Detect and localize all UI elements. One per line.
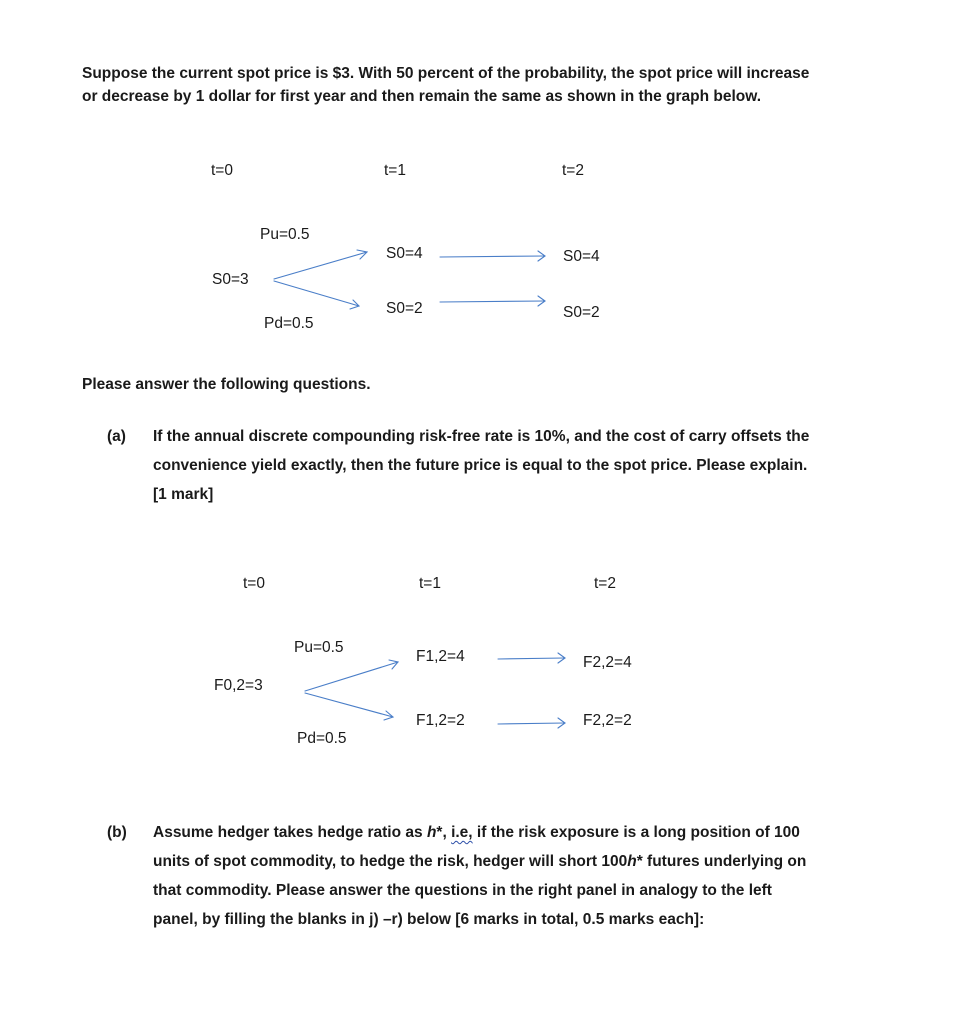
tree2-pd-label: Pd=0.5 [297, 730, 347, 747]
question-b-line-2-part-a: units of spot commodity, to hedge the risk, hedger will short 100 [153, 853, 628, 870]
tree1-root-node: S0=3 [212, 271, 249, 288]
tree2-pu-label: Pu=0.5 [294, 639, 344, 656]
tree2-down-flat-arrow [498, 718, 565, 728]
tree1-pu-label: Pu=0.5 [260, 226, 310, 243]
question-b-line-3: that commodity. Please answer the questions in the right panel in analogy to the left [153, 882, 772, 899]
hedge-ratio-symbol: h [426, 824, 437, 841]
tree2-t1-label: t=1 [419, 575, 441, 592]
question-b-line-1-part-b: *, [436, 824, 452, 841]
tree1-up-flat-arrow [440, 251, 545, 261]
tree1-up-node-t2: S0=4 [563, 248, 600, 265]
tree2-up-branch-arrow [305, 660, 398, 691]
spellcheck-flagged-word: i.e, [451, 824, 473, 841]
question-a-line-2: convenience yield exactly, then the future price is equal to the spot price. Please explain. [153, 457, 808, 474]
question-b-line-1 [153, 818, 853, 847]
question-b [107, 818, 907, 938]
question-b-line-2 [153, 847, 853, 876]
tree2-up-flat-arrow [498, 653, 565, 663]
tree1-down-node-t1: S0=2 [386, 300, 423, 317]
question-a-marker: (a) [107, 428, 126, 445]
tree1-t2-label: t=2 [562, 162, 584, 179]
question-b-line-2-part-b: * futures underlying on [636, 853, 807, 870]
question-b-marker: (b) [107, 824, 127, 841]
question-b-line-1-part-c: if the risk exposure is a long position of 100 [472, 824, 800, 841]
question-b-line-4: panel, by filling the blanks in j) –r) below [6 marks in total, 0.5 marks each]: [153, 911, 705, 928]
tree1-down-node-t2: S0=2 [563, 304, 600, 321]
tree2-t2-label: t=2 [594, 575, 616, 592]
question-a-line-1: If the annual discrete compounding risk-free rate is 10%, and the cost of carry offsets the [153, 428, 810, 445]
tree1-down-branch-arrow [274, 281, 359, 309]
tree2-up-node-t2: F2,2=4 [583, 654, 632, 671]
question-b-line-1-part-a: Assume hedger takes hedge ratio as [153, 824, 427, 841]
question-a-line-3: [1 mark] [153, 486, 214, 503]
tree1-up-branch-arrow [274, 250, 367, 279]
tree1-down-flat-arrow [440, 296, 545, 306]
tree1-pd-label: Pd=0.5 [264, 315, 314, 332]
tree2-up-node-t1: F1,2=4 [416, 648, 465, 665]
tree2-t0-label: t=0 [243, 575, 265, 592]
tree1-t1-label: t=1 [384, 162, 406, 179]
tree2-root-node: F0,2=3 [214, 677, 263, 694]
tree2-down-node-t1: F1,2=2 [416, 712, 465, 729]
tree2-down-node-t2: F2,2=2 [583, 712, 632, 729]
question-a [107, 422, 867, 512]
tree1-t0-label: t=0 [211, 162, 233, 179]
instructions-heading: Please answer the following questions. [82, 376, 371, 393]
tree2-down-branch-arrow [305, 693, 393, 720]
intro-line-2: or decrease by 1 dollar for first year and then remain the same as shown in the graph below. [82, 88, 762, 105]
hedge-ratio-symbol-2: h [627, 853, 637, 870]
intro-line-1: Suppose the current spot price is $3. With 50 percent of the probability, the spot price will increase [82, 65, 810, 82]
intro-paragraph [82, 62, 882, 108]
tree1-up-node-t1: S0=4 [386, 245, 423, 262]
